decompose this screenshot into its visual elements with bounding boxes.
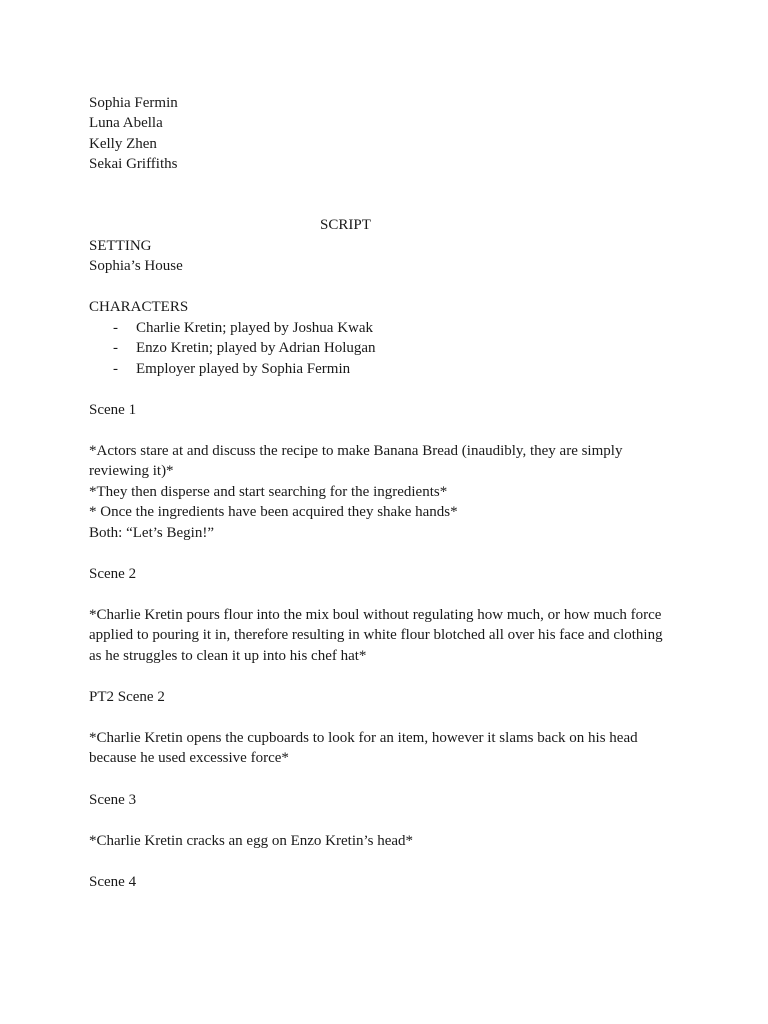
- scene-heading: Scene 3: [89, 792, 137, 808]
- script-title: SCRIPT: [320, 217, 371, 233]
- character-item: Employer played by Sophia Fermin: [136, 361, 351, 377]
- scene-line: as he struggles to clean it up into his chef hat*: [89, 648, 367, 664]
- characters-heading: CHARACTERS: [89, 299, 189, 315]
- scene-line: applied to pouring it in, therefore resulting in white flour blotched all over his face and clothing: [89, 627, 663, 643]
- scene-line: *Charlie Kretin opens the cupboards to look for an item, however it slams back on his head: [89, 730, 638, 746]
- bullet-dash: -: [113, 361, 118, 377]
- scene-heading: Scene 1: [89, 402, 137, 418]
- author-name: Kelly Zhen: [89, 136, 157, 152]
- setting-heading: SETTING: [89, 238, 152, 254]
- scene-line: *They then disperse and start searching for the ingredients*: [89, 484, 448, 500]
- scene-line: * Once the ingredients have been acquired they shake hands*: [89, 504, 458, 520]
- character-item: Enzo Kretin; played by Adrian Holugan: [136, 340, 376, 356]
- scene-line: reviewing it)*: [89, 463, 174, 479]
- scene-heading: PT2 Scene 2: [89, 689, 165, 705]
- scene-line: *Charlie Kretin cracks an egg on Enzo Kretin’s head*: [89, 833, 414, 849]
- bullet-dash: -: [113, 340, 118, 356]
- scene-line: *Charlie Kretin pours flour into the mix boul without regulating how much, or how much force: [89, 607, 662, 623]
- author-name: Sophia Fermin: [89, 95, 178, 111]
- setting-value: Sophia’s House: [89, 258, 183, 274]
- author-name: Luna Abella: [89, 115, 163, 131]
- scene-heading: Scene 2: [89, 566, 137, 582]
- scene-heading: Scene 4: [89, 874, 137, 890]
- author-name: Sekai Griffiths: [89, 156, 178, 172]
- scene-line: because he used excessive force*: [89, 750, 289, 766]
- scene-line: Both: “Let’s Begin!”: [89, 525, 214, 541]
- character-item: Charlie Kretin; played by Joshua Kwak: [136, 320, 374, 336]
- scene-line: *Actors stare at and discuss the recipe to make Banana Bread (inaudibly, they are simply: [89, 443, 623, 459]
- bullet-dash: -: [113, 320, 118, 336]
